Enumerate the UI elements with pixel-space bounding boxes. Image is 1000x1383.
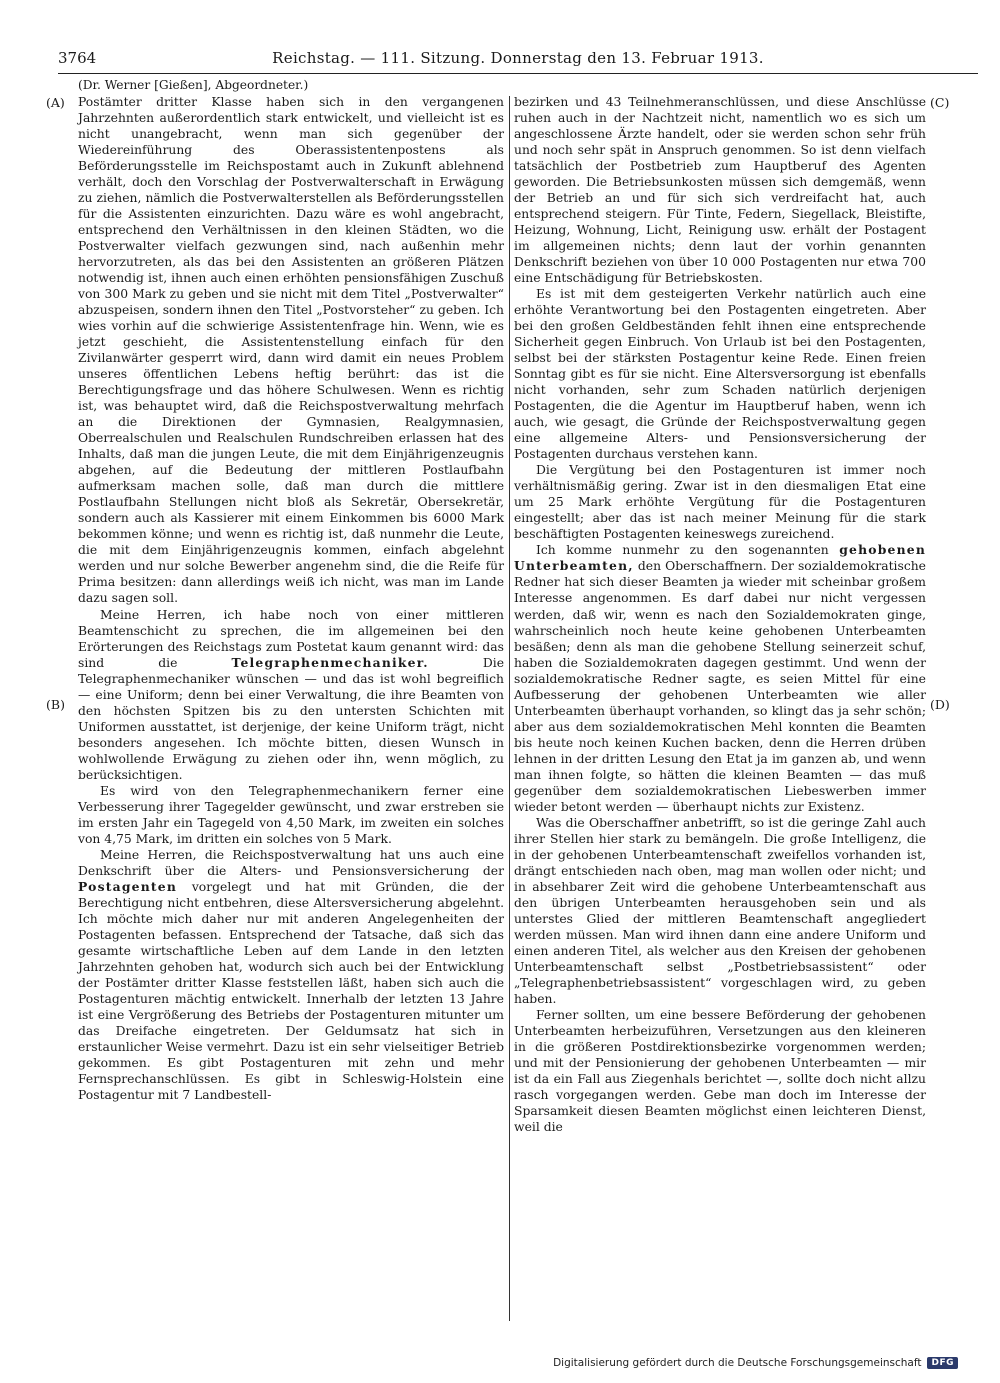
emphasis-term: Postagenten bbox=[78, 878, 178, 894]
right-column bbox=[514, 94, 926, 1135]
margin-marker-b: (B) bbox=[46, 697, 65, 712]
margin-marker-a: (A) bbox=[46, 95, 65, 110]
page-header bbox=[58, 49, 978, 71]
digitization-footer bbox=[553, 1357, 958, 1369]
page-number: 3764 bbox=[58, 49, 97, 67]
paragraph: Ferner sollten, um eine bessere Beförderung der gehobenen Unterbeamten herbeizuführen, Versetzungen aus den kleineren in die größeren Postdirektionsbezirke vorgenommen werden; und mit der Pensionierung der gehobenen Unterbeamten — mir ist da ein Fall aus Ziegenhals berichtet —, sollte doch nicht allzu rasch vorgegangen werden. Gebe man doch im Interesse der Sparsamkeit diesen Beamten möglichst einen leichteren Dienst, weil die bbox=[514, 1007, 926, 1134]
paragraph bbox=[78, 847, 504, 1103]
left-column bbox=[78, 94, 504, 1103]
text-run: den Oberschaffnern. Der sozialdemokratische Redner hat sich dieser Beamten ja wieder mit scheinbar großem Interesse angenommen. Es darf dabei nur nicht vergessen werden, daß wir, wenn es nach den Sozialdemokraten ginge, wahrscheinlich noch heute keine gehobenen Unterbeamten besäßen; denn als man die gehobene Stellung seinerzeit schuf, haben die Sozialdemokraten dagegen gestimmt. Und wenn der sozialdemokratische Redner sagte, es seien Mittel für eine Aufbesserung der gehobenen Unterbeamten wie aller Unterbeamten überhaupt vorhanden, so klingt das ja sehr schön; aber aus dem sozialdemokratischen Mehl konnten die Beamten bis heute noch keinen Kuchen backen, denn die Herren drüben lehnen in der dritten Lesung den Etat ja im ganzen ab, und wenn man ihnen folgte, so hätten die kleinen Beamten — das muß gegenüber dem sozialdemokratischen Liebeswerben immer wieder betont werden — überhaupt nichts zur Existenz. bbox=[514, 559, 926, 814]
text-run: Die Telegraphenmechaniker wünschen — und das ist wohl begreiflich — eine Uniform; denn bei einer Verwaltung, die ihre Beamten von den höchsten Spitzen bis zu den untersten Schichten mit Uniformen ausstattet, ist derjenige, der keine Uniform trägt, nicht besonders angesehen. Ich möchte bitten, diesen Wunsch in wohlwollende Erwägung zu ziehen oder ihn, wenn möglich, zu berücksichtigen. bbox=[78, 655, 505, 782]
paragraph bbox=[514, 542, 926, 814]
paragraph: Es ist mit dem gesteigerten Verkehr natürlich auch eine erhöhte Verantwortung bei den Postagenten eingetreten. Aber bei den großen Geldbeständen fehlt ihnen eine entsprechende Sicherheit gegen Einbruch. Von Urlaub ist bei den Postagenten, selbst bei der stärksten Postagentur keine Rede. Einen freien Sonntag gibt es für sie nicht. Eine Altersversorgung ist ebenfalls nicht vorhanden, sehr zum Schaden natürlich derjenigen Postagenten, die die Agentur im Hauptberuf haben, wenn ich auch, wie gesagt, die Gründe der Reichspostverwaltung gegen eine allgemeine Alters- und Pensionsversicherung der Postagenten durchaus verstehen kann. bbox=[514, 287, 926, 462]
paragraph: Es wird von den Telegraphenmechanikern ferner eine Verbesserung ihrer Tagegelder gewünscht, und zwar erstreben sie im ersten Jahr ein Tagegeld von 4,50 Mark, im zweiten ein solches von 4,75 Mark, im dritten ein solches von 5 Mark. bbox=[78, 783, 504, 846]
emphasis-term: Telegraphenmechaniker. bbox=[231, 654, 429, 670]
running-title: Reichstag. — 111. Sitzung. Donnerstag den 13. Februar 1913. bbox=[272, 49, 764, 67]
margin-marker-d: (D) bbox=[930, 697, 950, 712]
margin-marker-c: (C) bbox=[930, 95, 950, 110]
paragraph bbox=[78, 607, 504, 783]
paragraph: Postämter dritter Klasse haben sich in den vergangenen Jahrzehnten außerordentlich stark entwickelt, und vielleicht ist es nicht unangebracht, wenn man sich gegenüber der Wiedereinführung des Oberassistentenpostens als Beförderungsstelle im Reichspostamt auch in Zukunft ablehnend verhält, doch den Vorschlag der Postverwalterschaft in Erwägung zu ziehen, nämlich die Postverwalterstellen als Beförderungsstellen für die Assistenten einzurichten. Dazu wäre es wohl angebracht, entsprechend den Verhältnissen in den kleinen Städten, wo die Postverwalter vielfach gezwungen sind, nach außenhin mehr hervorzutreten, als das bei den Assistenten an größeren Plätzen notwendig ist, ihnen auch einen erhöhten pensionsfähigen Zuschuß von 300 Mark zu geben und sie nicht mit dem Titel „Postverwalter“ abzuspeisen, sondern ihnen den Titel „Postvorsteher“ zu geben. Ich wies vorhin auf die schwierige Assistentenfrage hin. Wenn, wie es jetzt geschieht, die Assistentenstellung einfach für den Zivilanwärter gesperrt wird, dann wird damit ein neues Problem unseres öffentlichen Lebens heftig berührt: das ist die Berechtigungsfrage und das höhere Schulwesen. Wenn es richtig ist, was behauptet wird, daß die Reichspostverwaltung mehrfach an die Direktionen der Gymnasien, Realgymnasien, Oberrealschulen und Realschulen Rundschreiben erlassen hat des Inhalts, daß man die jungen Leute, die mit dem Einjährigenzeugnis abgehen, auf die Bedeutung der mittleren Postlaufbahn aufmerksam machen solle, daß man durch die mittlere Postlaufbahn Stellungen nicht bloß als Sekretär, Obersekretär, sondern auch als Kassierer mit einem Einkommen bis 6000 Mark bekommen könne; und wenn es richtig ist, daß nunmehr die Leute, die mit dem Einjährigenzeugnis kommen, einfach abgelehnt werden und nur solche Bewerber angenehm sind, die die Reife für Prima besitzen: dann allerdings weiß ich nicht, was man im Lande dazu sagen soll. bbox=[78, 95, 504, 606]
text-run: vorgelegt und hat mit Gründen, die der Berechtigung nicht entbehren, diese Altersversicherung abgelehnt. Ich möchte mich daher nur mit anderen Angelegenheiten der Postagenten befassen. Entsprechend der Tatsache, daß sich das gesamte wirtschaftliche Leben auf dem Lande in den letzten Jahrzehnten gehoben hat, wodurch sich auch bei der Entwicklung der Postämter dritter Klasse feststellen läßt, haben sich auch die Postagenturen mächtig entwickelt. Innerhalb der letzten 13 Jahre ist eine Vergrößerung des Betriebs der Postagenturen mitunter um das Dreifache eingetreten. Der Geldumsatz hat sich in erstaunlicher Weise vermehrt. Dazu ist ein sehr vielseitiger Betrieb gekommen. Es gibt Postagenturen mit zehn und mehr Fernsprechanschlüssen. Es gibt in Schleswig-Holstein eine Postagentur mit 7 Landbestell- bbox=[78, 879, 504, 1102]
paragraph: Was die Oberschaffner anbetrifft, so ist die geringe Zahl auch ihrer Stellen hier stark zu bemängeln. Die große Intelligenz, die in der gehobenen Unterbeamtenschaft zweifellos vorhanden ist, drängt entschieden nach oben, mag man wollen oder nicht; und in absehbarer Zeit wird die gehobene Unterbeamtenschaft aus den übrigen Unterbeamten herausgehoben sein und als unterstes Glied der mittleren Beamtenschaft angegliedert werden müssen. Man wird ihnen dann eine andere Uniform und einen anderen Titel, als welcher aus den Kreisen der gehobenen Unterbeamtenschaft selbst „Postbetriebsassistent“ oder „Telegraphenbetriebsassistent“ vorgeschlagen wird, zu geben haben. bbox=[514, 815, 926, 1006]
emphasis-term: gehobenen Unterbeamten, bbox=[514, 542, 926, 574]
paragraph: Die Vergütung bei den Postagenturen ist immer noch verhältnismäßig gering. Zwar ist in den diesmaligen Etat eine um 25 Mark erhöhte Vergütung für die Postagenturen eingestellt; aber das ist nach meiner Meinung für die stark beschäftigten Postagenten keineswegs zureichend. bbox=[514, 463, 926, 542]
dfg-logo: DFG bbox=[927, 1357, 958, 1369]
column-divider bbox=[509, 96, 510, 1321]
header-rule bbox=[58, 73, 978, 74]
speaker-note: (Dr. Werner [Gießen], Abgeordneter.) bbox=[78, 78, 309, 92]
footer-credit: Digitalisierung gefördert durch die Deutsche Forschungsgemeinschaft bbox=[553, 1357, 922, 1369]
text-run: Ich komme nunmehr zu den sogenannten bbox=[536, 543, 840, 558]
text-run: Meine Herren, ich habe noch von einer mittleren Beamtenschicht zu sprechen, die im allgemeinen bei den Erörterungen des Reichstags zum Postetat kaum genannt wird: das sind die bbox=[78, 607, 504, 670]
text-run: Meine Herren, die Reichspostverwaltung hat uns auch eine Denkschrift über die Alters- und Pensionsversicherung der bbox=[78, 847, 504, 878]
paragraph: bezirken und 43 Teilnehmeranschlüssen, und diese Anschlüsse ruhen auch in der Nachtzeit nicht, namentlich wo es sich um angeschlossene Ärzte handelt, oder sie werden schon sehr früh und noch sehr spät in Anspruch genommen. So ist denn vielfach tatsächlich der Postbetrieb zum Hauptberuf des Agenten geworden. Die Betriebsunkosten müssen sich demgemäß, wenn der Betrieb an und für sich sich verdreifacht hat, auch entsprechend steigern. Für Tinte, Federn, Siegellack, Bleistifte, Heizung, Wohnung, Licht, Reinigung usw. erhält der Postagent im allgemeinen nichts; denn laut der vorhin genannten Denkschrift beziehen von über 10 000 Postagenten nur etwa 700 eine Entschädigung für Betriebskosten. bbox=[514, 95, 926, 286]
